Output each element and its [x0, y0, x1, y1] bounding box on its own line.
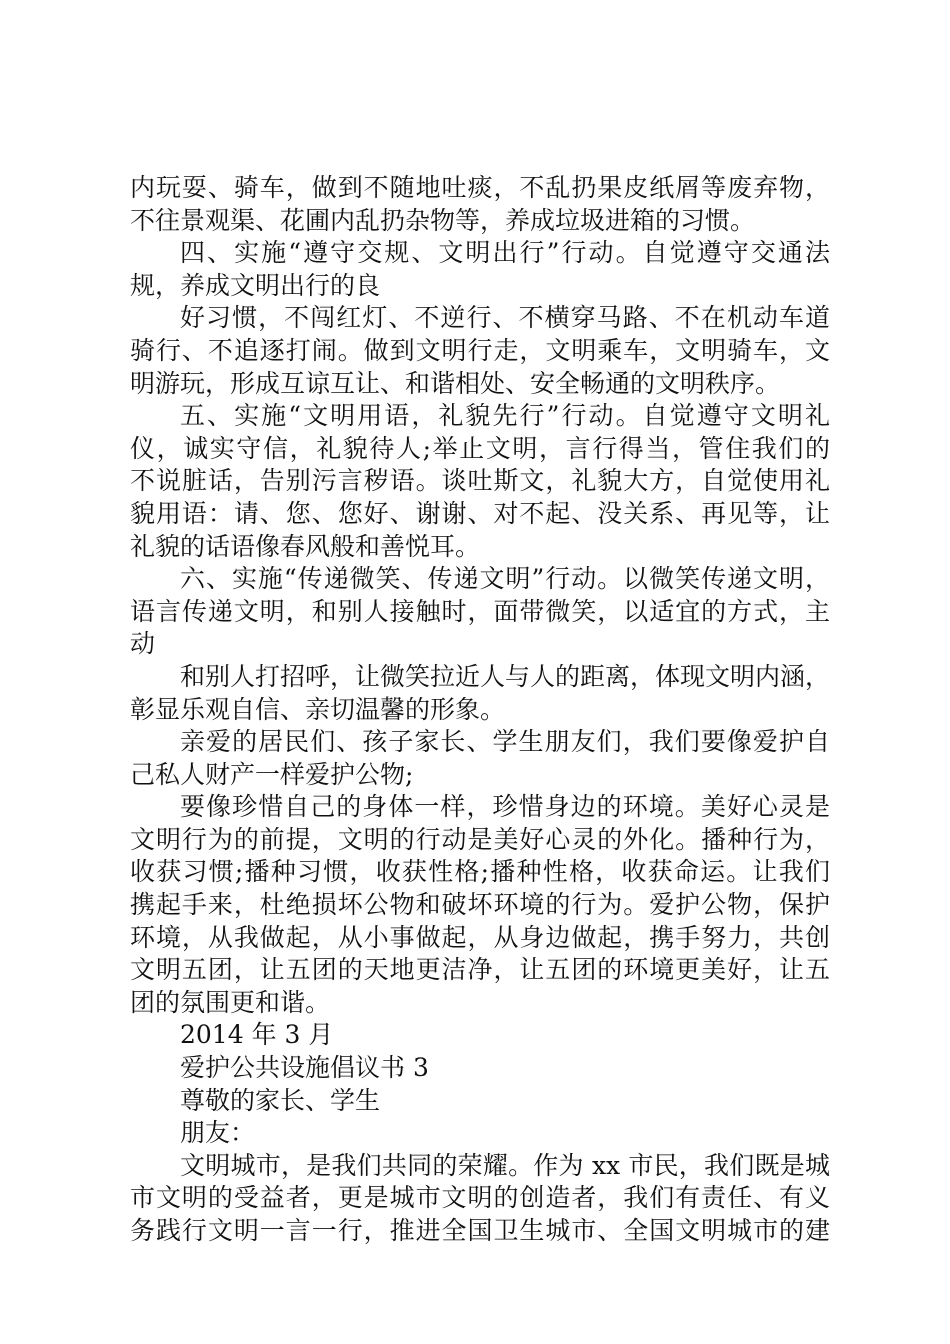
text-line: 内玩耍、骑车，做到不随地吐痰，不乱扔果皮纸屑等废弃物，	[130, 173, 830, 202]
section-title: 爱护公共设施倡议书 3	[180, 1053, 429, 1083]
text-line: 貌用语：请、您、您好、谢谢、对不起、没关系、再见等，让	[130, 498, 830, 528]
text-line: 不往景观渠、花圃内乱扔杂物等，养成垃圾进箱的习惯。	[130, 205, 756, 235]
text-line: 礼貌的话语像春风般和善悦耳。	[130, 531, 481, 561]
text-line: 亲爱的居民们、孩子家长、学生朋友们，我们要像爱护自	[180, 727, 830, 757]
text-line: 要像珍惜自己的身体一样，珍惜身边的环境。美好心灵是	[180, 792, 830, 822]
text-line: 市文明的受益者，更是城市文明的创造者，我们有责任、有义	[130, 1183, 830, 1213]
text-line: 文明城市，是我们共同的荣耀。作为 xx 市民，我们既是城	[180, 1150, 830, 1180]
text-line: 明游玩，形成互谅互让、和谐相处、安全畅通的文明秩序。	[130, 368, 781, 398]
text-line: 规，养成文明出行的良	[130, 270, 381, 300]
text-line: 语言传递文明，和别人接触时，面带微笑，以适宜的方式，主	[130, 596, 830, 626]
text-line: 彰显乐观自信、亲切温馨的形象。	[130, 694, 506, 724]
text-line: 文明行为的前提，文明的行动是美好心灵的外化。播种行为，	[130, 824, 830, 854]
text-line: 收获习惯;播种习惯，收获性格;播种性格，收获命运。让我们	[130, 857, 830, 887]
text-line: 动	[130, 629, 156, 659]
text-line: 文明五团，让五团的天地更洁净，让五团的环境更美好，让五	[130, 955, 830, 985]
text-line: 六、实施“传递微笑、传递文明”行动。以微笑传递文明，	[180, 564, 830, 594]
date-line: 2014 年 3 月	[180, 1020, 334, 1050]
text-line: 务践行文明一言一行，推进全国卫生城市、全国文明城市的建	[130, 1216, 830, 1245]
text-line: 和别人打招呼，让微笑拉近人与人的距离，体现文明内涵，	[180, 661, 830, 691]
text-line: 骑行、不追逐打闹。做到文明行走，文明乘车，文明骑车，文	[130, 335, 830, 365]
text-line: 仪，诚实守信，礼貌待人;举止文明，言行得当，管住我们的	[130, 433, 830, 463]
text-line: 携起手来，杜绝损坏公物和破坏环境的行为。爱护公物，保护	[130, 890, 830, 920]
salutation-line: 尊敬的家长、学生	[180, 1085, 381, 1115]
salutation-line: 朋友：	[180, 1118, 256, 1148]
text-line: 五、实施“文明用语，礼貌先行”行动。自觉遵守文明礼	[180, 401, 830, 431]
document-body	[130, 172, 830, 1248]
text-line: 环境，从我做起，从小事做起，从身边做起，携手努力，共创	[130, 922, 830, 952]
text-line: 己私人财产一样爱护公物;	[130, 759, 414, 789]
text-line: 团的氛围更和谐。	[130, 987, 331, 1017]
text-line: 好习惯，不闯红灯、不逆行、不横穿马路、不在机动车道	[180, 303, 830, 333]
text-line: 四、实施“遵守交规、文明出行”行动。自觉遵守交通法	[180, 238, 830, 268]
text-line: 不说脏话，告别污言秽语。谈吐斯文，礼貌大方，自觉使用礼	[130, 466, 830, 496]
